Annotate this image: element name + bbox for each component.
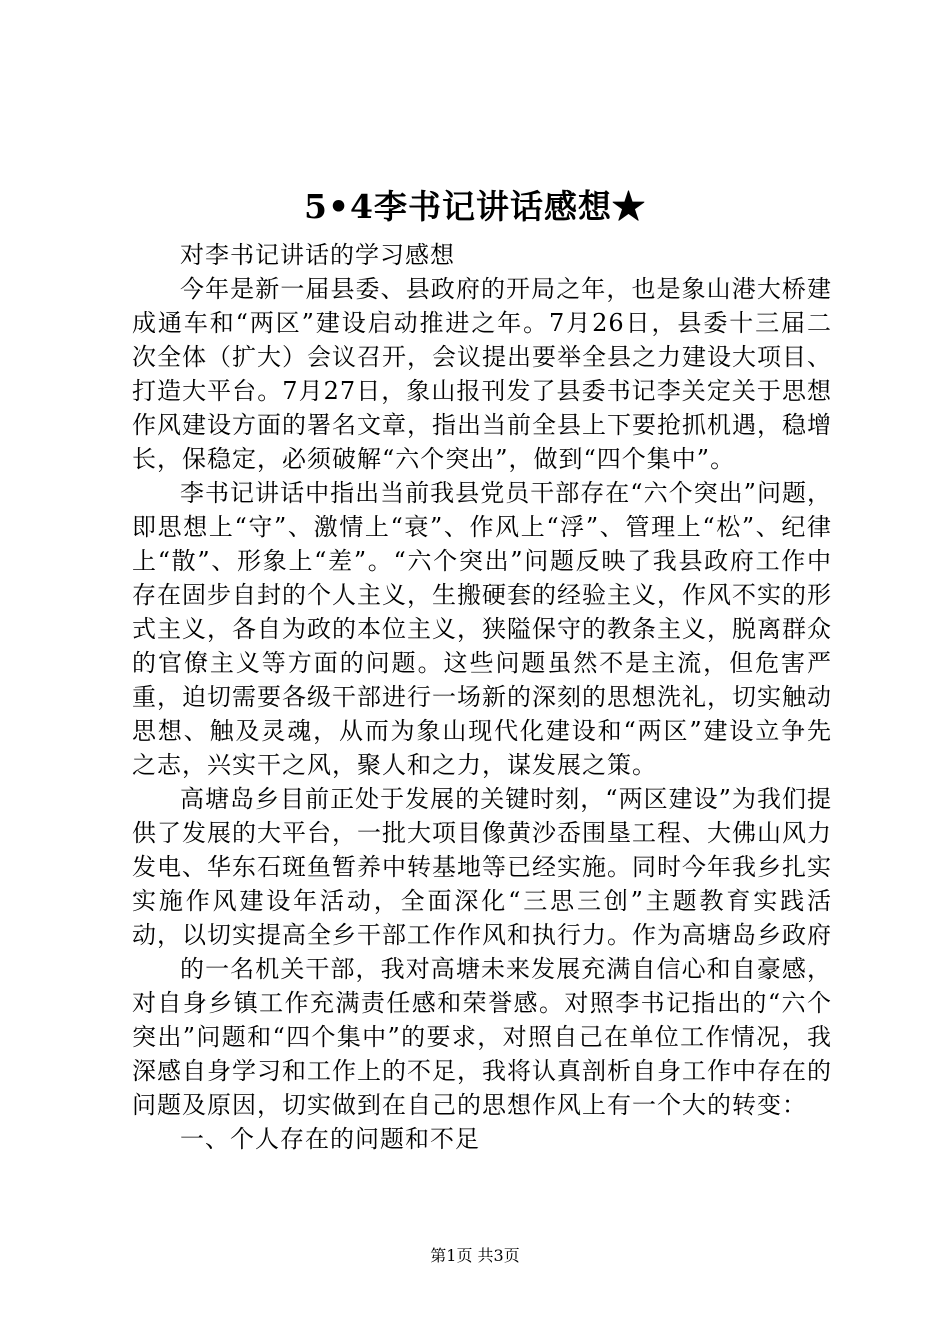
paragraph-1: 今年是新一届县委、县政府的开局之年，也是象山港大桥建成通车和“两区”建设启动推进之年。7月26日，县委十三届二次全体（扩大）会议召开，会议提出要举全县之力建设大项目、打造大平台。7月27日，象山报刊发了县委书记李关定关于思想作风建设方面的署名文章，指出当前全县上下要抢抓机遇，稳增长，保稳定，必须破解“六个突出”，做到“四个集中”。	[132, 275, 832, 473]
section-heading: 一、个人存在的问题和不足	[180, 1125, 480, 1153]
paragraph-4: 的一名机关干部，我对高塘未来发展充满自信心和自豪感，对自身乡镇工作充满责任感和荣誉感。对照李书记指出的“六个突出”问题和“四个集中”的要求，对照自己在单位工作情况，我深感自身学习和工作上的不足，我将认真剖析自身工作中存在的问题及原因，切实做到在自己的思想作风上有一个大的转变：	[132, 955, 832, 1119]
paragraph-subtitle: 对李书记讲话的学习感想	[180, 241, 455, 269]
paragraph-2: 李书记讲话中指出当前我县党员干部存在“六个突出”问题，即思想上“守”、激情上“衰”、作风上“浮”、管理上“松”、纪律上“散”、形象上“差”。“六个突出”问题反映了我县政府工作中存在固步自封的个人主义，生搬硬套的经验主义，作风不实的形式主义，各自为政的本位主义，狭隘保守的教条主义，脱离群众的官僚主义等方面的问题。这些问题虽然不是主流，但危害严重，迫切需要各级干部进行一场新的深刻的思想洗礼，切实触动思想、触及灵魂，从而为象山现代化建设和“两区”建设立争先之志，兴实干之风，聚人和之力，谋发展之策。	[132, 479, 832, 779]
document-body	[132, 238, 832, 1156]
page-footer: 第1页 共3页	[430, 1246, 520, 1265]
paragraph-3: 高塘岛乡目前正处于发展的关键时刻，“两区建设”为我们提供了发展的大平台，一批大项目像黄沙岙围垦工程、大佛山风力发电、华东石斑鱼暂养中转基地等已经实施。同时今年我乡扎实实施作风建设年活动，全面深化“三思三创”主题教育实践活动，以切实提高全乡干部工作作风和执行力。作为高塘岛乡政府	[132, 785, 832, 949]
document-title: 5•4李书记讲话感想★	[303, 187, 646, 226]
